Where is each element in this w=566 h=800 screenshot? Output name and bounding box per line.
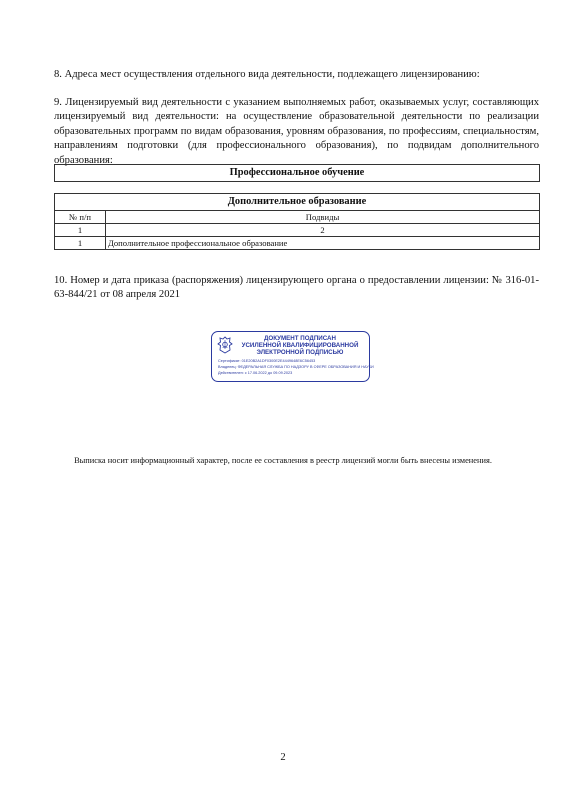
page-number: 2 — [280, 752, 286, 763]
electronic-signature-stamp — [211, 331, 374, 382]
table-heading: Дополнительное образование — [55, 194, 540, 211]
section-8-addresses: 8. Адреса мест осуществления отдельного вида деятельности, подлежащего лицензированию: — [54, 69, 480, 80]
footer-note: Выписка носит информационный характер, после ее составления в реестр лицензий могли быть внесены изменения. — [74, 456, 492, 465]
section-9-licensed-activity: 9. Лицензируемый вид деятельности с указанием выполняемых работ, оказываемых услуг, составляющих лицензируемый вид деятельности: на осуществление образовательной деятельности по реализации образовательных программ по видам образования, уровням образования, по профессиям, специальностям, направлениям подготовки (для профессионального образования), по подвидам дополнительного образования: — [54, 97, 539, 166]
section-10-order: 10. Номер и дата приказа (распоряжения) лицензирующего органа о предоставлении лицензии: № 316-01-63-844/21 от 08 апреля 2021 — [54, 275, 539, 301]
column-header-subtype: Подвиды — [106, 211, 540, 224]
additional-education-table — [54, 193, 540, 250]
stamp-certificate: Сертификат: 01E20B2A1DF0300E2E4449648E6C56453 — [218, 359, 316, 363]
column-header-number: № п/п — [55, 211, 106, 224]
index-cell-1: 1 — [55, 224, 106, 237]
row-subtype: Дополнительное профессиональное образование — [106, 237, 540, 250]
coat-of-arms-icon — [217, 336, 233, 354]
row-number: 1 — [55, 237, 106, 250]
stamp-title-line-1: ДОКУМЕНТ ПОДПИСАН — [264, 335, 336, 342]
index-cell-2: 2 — [106, 224, 540, 237]
stamp-title-line-3: ЭЛЕКТРОННОЙ ПОДПИСЬЮ — [256, 348, 344, 356]
stamp-validity: Действителен: с 17.06.2022 до 09.09.2023 — [218, 371, 293, 375]
professional-training-heading: Профессиональное обучение — [54, 164, 540, 182]
table-row — [55, 237, 540, 250]
stamp-owner: Владелец: ФЕДЕРАЛЬНАЯ СЛУЖБА ПО НАДЗОРУ В СФЕРЕ ОБРАЗОВАНИЯ И НАУКИ — [218, 365, 374, 369]
stamp-title — [236, 336, 364, 356]
stamp-title-line-2: УСИЛЕННОЙ КВАЛИФИЦИРОВАННОЙ — [241, 341, 359, 349]
